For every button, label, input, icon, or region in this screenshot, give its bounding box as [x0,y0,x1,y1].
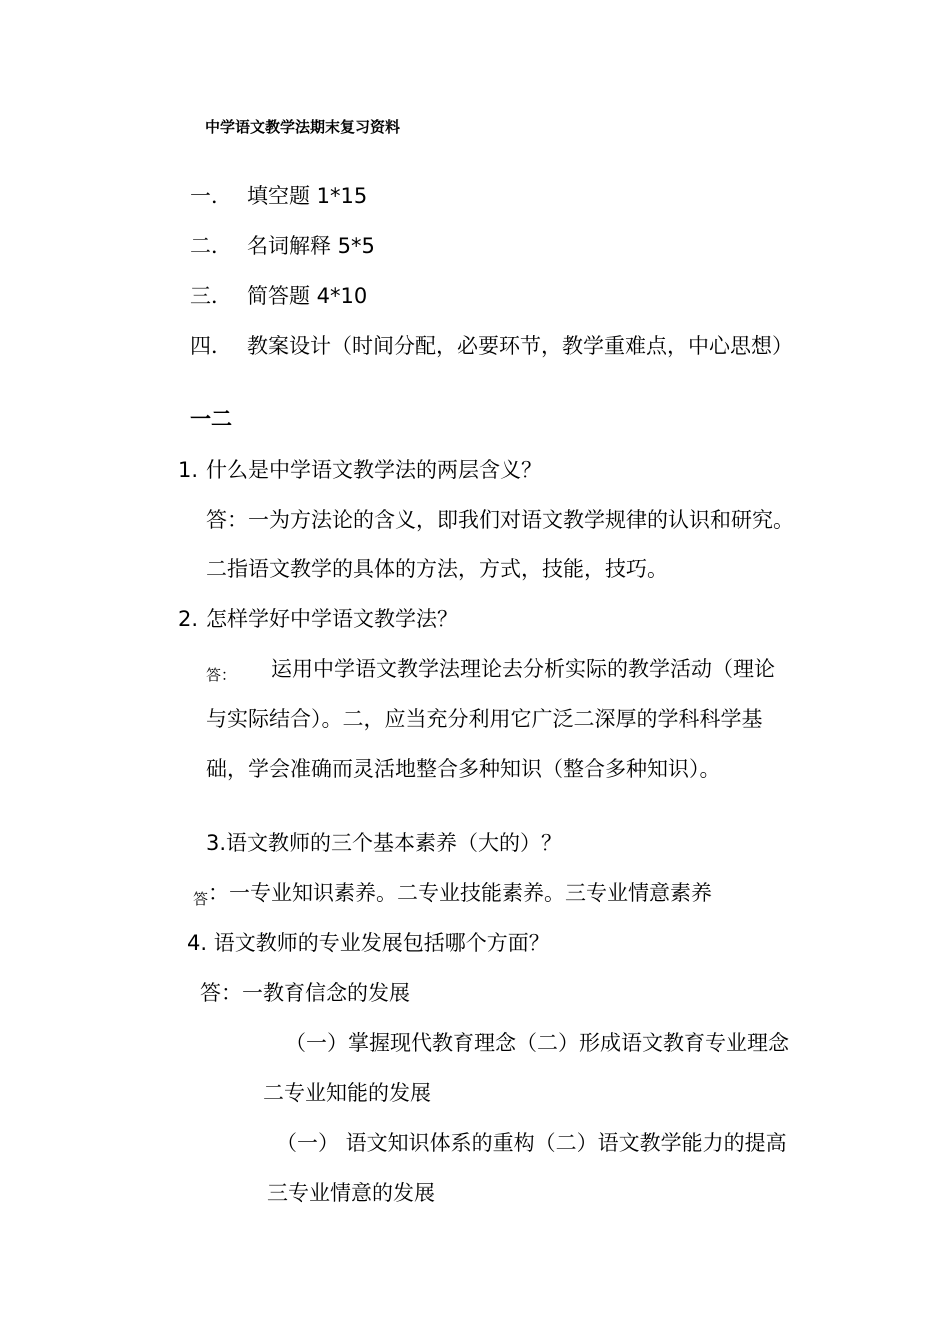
answer-4-line-2: （一）掌握现代教育理念（二）形成语文教育专业理念 [285,1031,789,1055]
section-text-2: 名词解释 5*5 [247,234,375,258]
question-2-text: 怎样学好中学语文教学法？ [206,607,458,631]
question-1-number: 1. [178,458,199,482]
answer-2-label: 答： [206,666,237,684]
question-2-number: 2. [178,607,199,631]
answer-2-line-1: 运用中学语文教学法理论去分析实际的教学活动（理论 [271,657,775,681]
answer-2-line-3: 础，学会准确而灵活地整合多种知识（整合多种知识）。 [206,757,721,781]
section-number-1: 一． [190,184,232,208]
document-title: 中学语文教学法期末复习资料 [205,118,401,136]
section-number-3: 三． [190,284,232,308]
answer-1-line-1: 答：一为方法论的含义，即我们对语文教学规律的认识和研究。 [206,508,794,532]
question-4-text: 4. 语文教师的专业发展包括哪个方面？ [187,931,550,955]
question-1-text: 什么是中学语文教学法的两层含义？ [206,458,542,482]
answer-3-text: ：一专业知识素养。二专业技能素养。三专业情意素养 [208,881,712,905]
section-text-3: 简答题 4*10 [247,284,368,308]
answer-4-line-4: （一） 语文知识体系的重构（二）语文教学能力的提高 [276,1131,787,1155]
section-text-1: 填空题 1*15 [247,184,368,208]
answer-4-line-5: 三专业情意的发展 [267,1181,435,1205]
answer-3-label: 答 [193,890,209,908]
section-number-4: 四． [190,334,232,358]
section-text-4: 教案设计（时间分配，必要环节，教学重难点，中心思想） [247,334,793,358]
answer-4-line-3: 二专业知能的发展 [263,1081,431,1105]
question-3-text: 3.语文教师的三个基本素养（大的）？ [206,831,563,855]
section-number-2: 二． [190,234,232,258]
part-heading: 一二 [190,407,232,431]
answer-1-line-2: 二指语文教学的具体的方法，方式，技能，技巧。 [206,557,668,581]
answer-2-line-2: 与实际结合）。二，应当充分利用它广泛二深厚的学科科学基 [206,707,763,731]
answer-4-line-1: 答：一教育信念的发展 [200,981,410,1005]
